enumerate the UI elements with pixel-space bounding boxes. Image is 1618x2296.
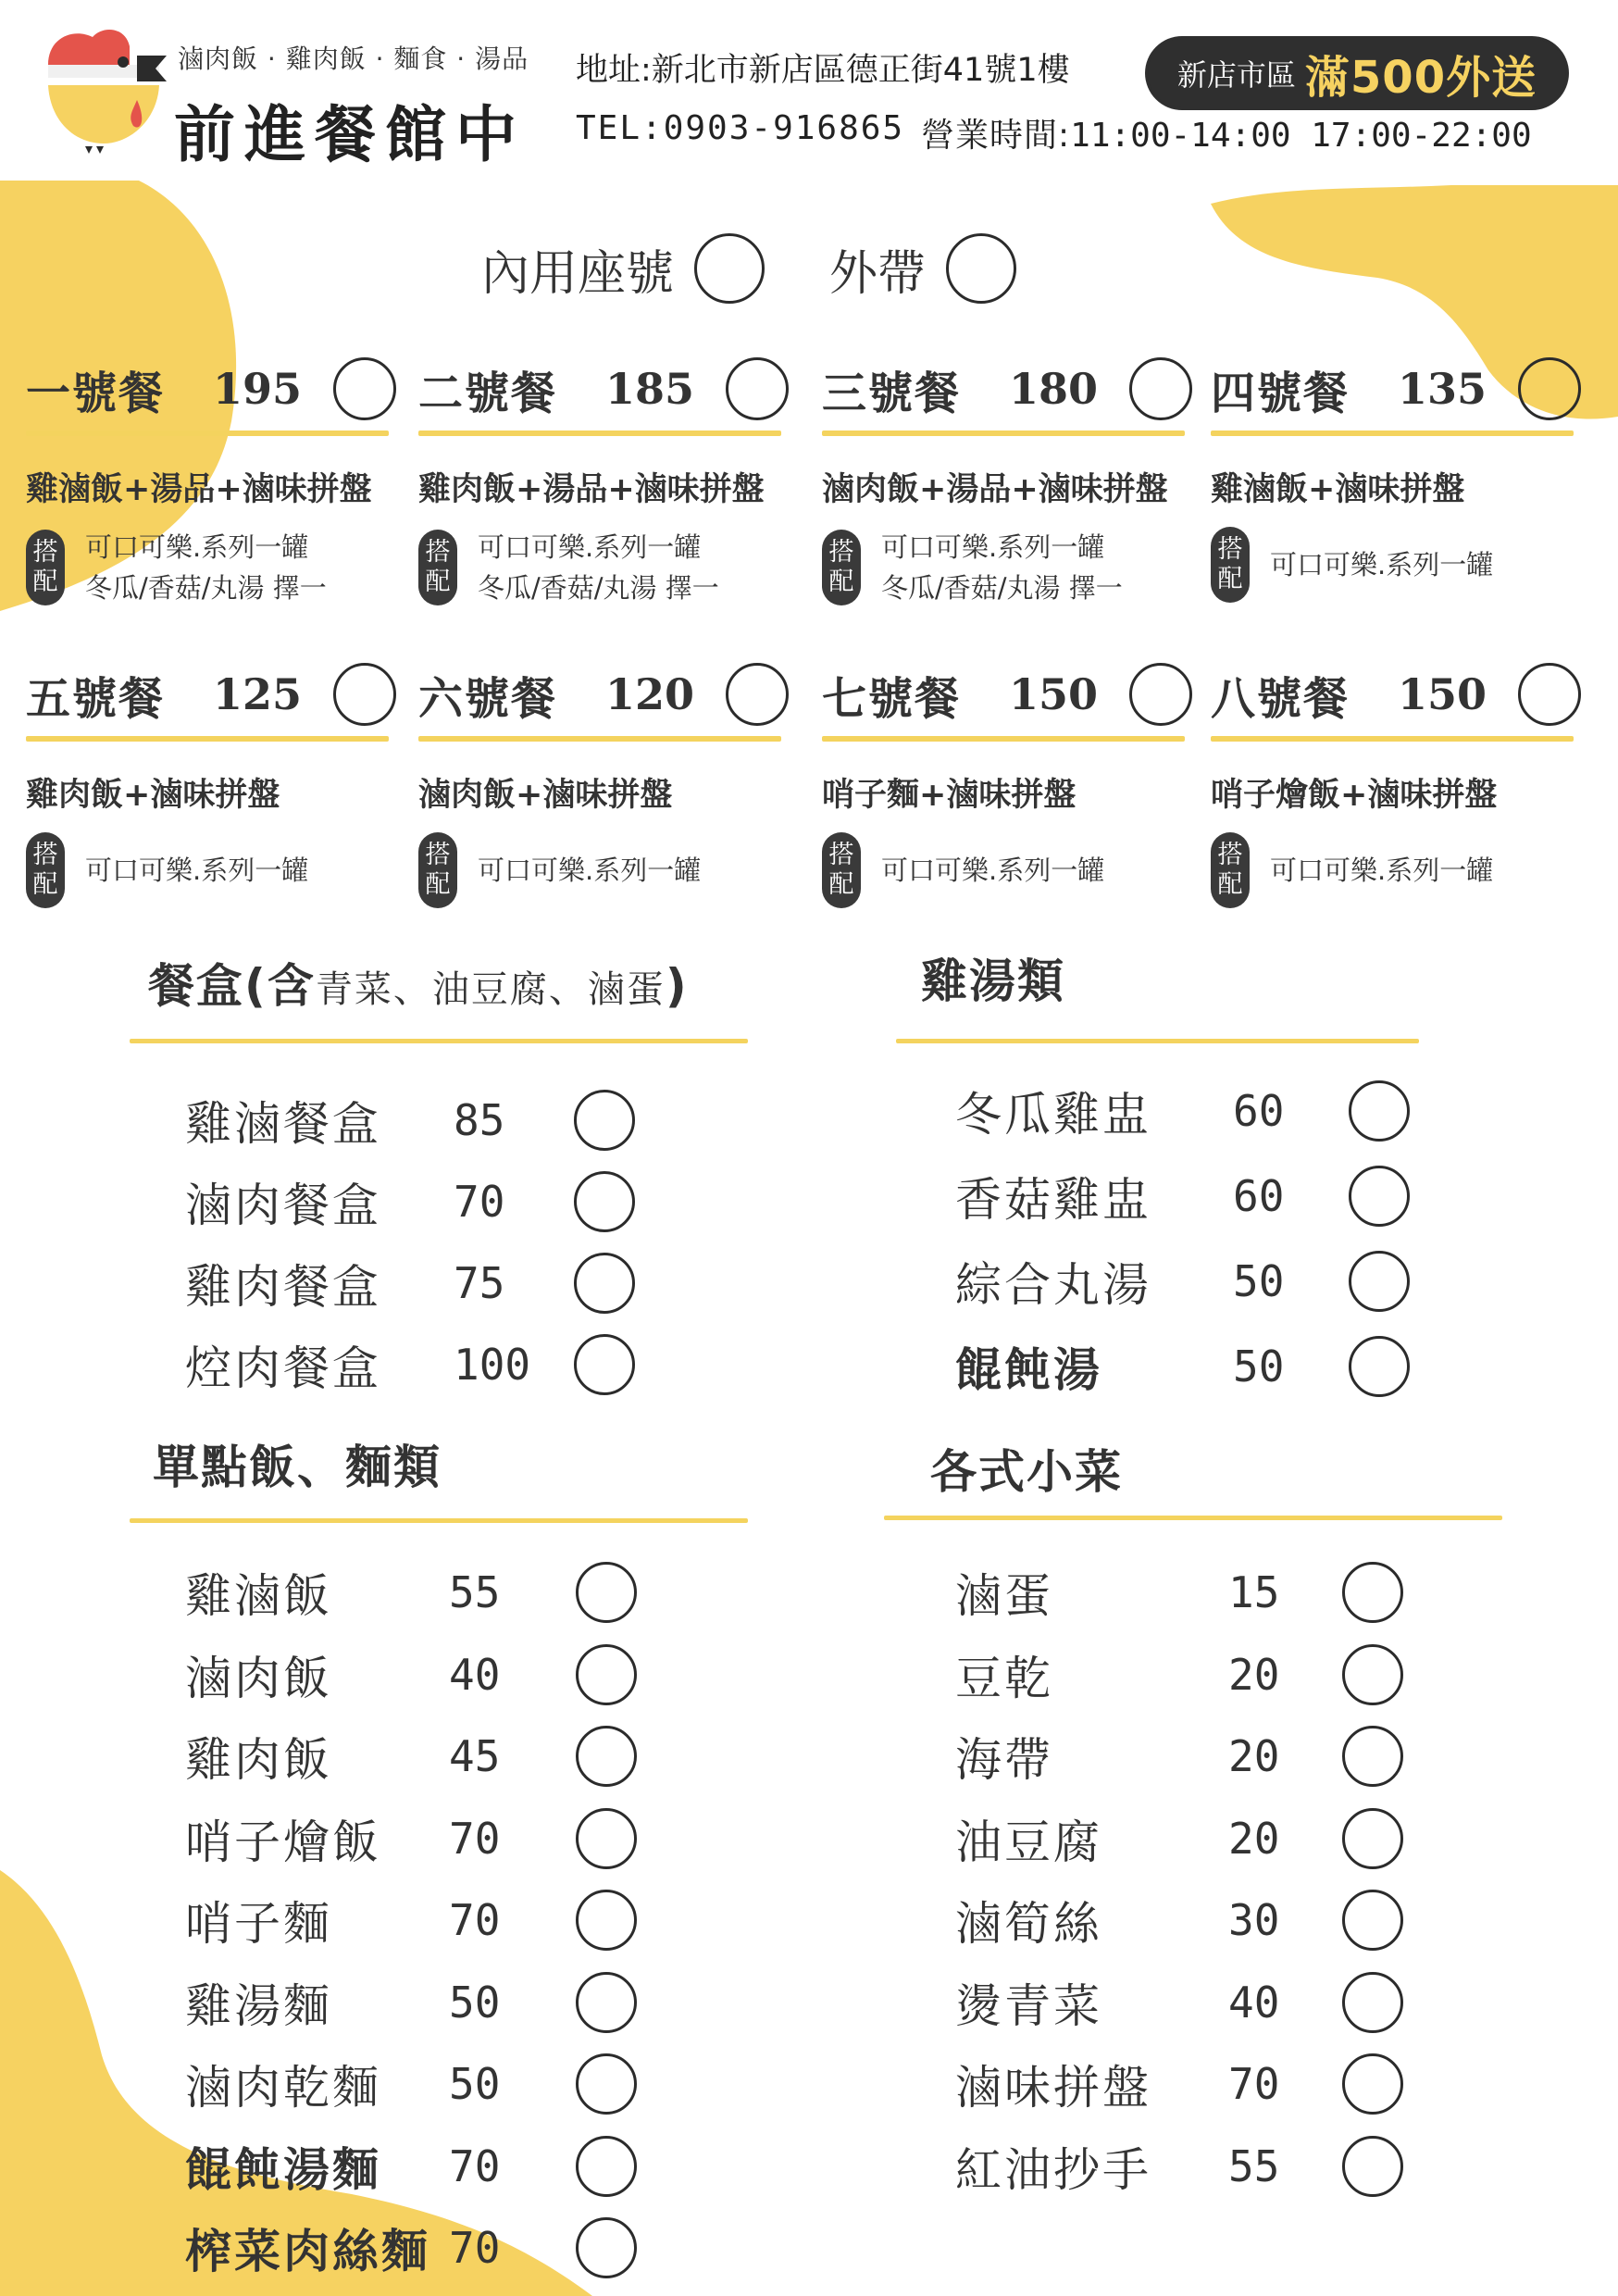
combo-description: 雞滷飯+滷味拼盤 [1211,471,1465,508]
menu-item [955,1555,1416,1629]
combo-sides [822,527,1192,608]
menu-item-name: 冬瓜雞盅 [955,1088,1151,1142]
menu-item-name: 滷筍絲 [955,1897,1102,1951]
menu-item-price: 50 [449,2059,501,2109]
menu-item-checkbox[interactable] [1349,1336,1410,1397]
menu-item-price: 55 [449,1567,501,1617]
menu-item-name: 綜合丸湯 [955,1258,1151,1312]
combo-side-line: 可口可樂.系列一罐 [1270,549,1494,580]
menu-item [955,1883,1416,1957]
menu-item-name: 雞滷餐盒 [185,1097,381,1151]
delivery-area: 新店市區 [1176,57,1296,93]
badge-char: 配 [1217,870,1243,899]
restaurant-name: 前進餐館中 [174,98,526,170]
combo-name: 八號餐 [1211,672,1350,725]
menu-item [185,1083,648,1157]
bento-title: 餐盒(含 [148,959,316,1013]
menu-item-checkbox[interactable] [576,2136,637,2197]
menu-item [185,1638,650,1712]
pairing-badge [26,832,65,908]
menu-item [955,1802,1416,1876]
menu-item [955,2047,1416,2121]
menu-item-price: 20 [1228,1649,1280,1700]
combo-description: 哨子麵+滷味拼盤 [822,777,1077,814]
combo-meal [26,662,396,908]
menu-item-price: 40 [449,1649,501,1700]
menu-item-name: 雞湯麵 [185,1978,332,2033]
pairing-badge [418,530,457,605]
menu-item [185,2129,650,2203]
combo-sides [1211,832,1581,908]
delivery-badge [1148,39,1566,107]
combo-price: 135 [1398,364,1487,414]
combo-sides [822,832,1192,908]
rice-noodles-rule [130,1518,748,1523]
hours-label: 營業時間: [921,117,1071,155]
menu-item-checkbox[interactable] [576,1808,637,1869]
takeout-checkbox[interactable] [946,233,1016,304]
combo-meal [1211,356,1581,603]
menu-item [955,1329,1423,1404]
menu-item-price: 60 [1233,1171,1285,1221]
bento-title-close: ) [665,959,689,1013]
combo-side-lines [478,850,701,891]
combo-price: 185 [605,364,695,414]
combo-description: 哨子燴飯+滷味拼盤 [1211,777,1498,814]
combo-select-checkbox[interactable] [333,663,396,726]
rice-noodles-section-title: 單點飯、麵類 [153,1441,442,1494]
menu-item [185,1802,650,1876]
menu-item-checkbox[interactable] [576,1562,637,1623]
menu-item [185,2211,650,2285]
combo-select-checkbox[interactable] [333,357,396,420]
combo-meal [418,662,789,908]
soup-section-title: 雞湯類 [921,955,1065,1008]
menu-item-price: 100 [454,1340,531,1390]
delivery-minimum: 滿500外送 [1304,51,1537,104]
menu-item-checkbox[interactable] [574,1090,635,1151]
menu-item [955,1159,1423,1233]
menu-item [955,1719,1416,1793]
menu-item-name: 哨子燴飯 [185,1815,381,1869]
pairing-badge [822,530,861,605]
menu-item-name: 豆乾 [955,1651,1053,1705]
combo-meal [1211,662,1581,908]
badge-char: 配 [32,870,58,899]
badge-char: 配 [1217,565,1243,593]
menu-item [185,1883,650,1957]
dine-in-checkbox[interactable] [694,233,765,304]
menu-item-price: 55 [1228,2140,1280,2191]
combo-name: 三號餐 [822,367,962,419]
badge-char: 配 [425,870,451,899]
menu-item [185,1328,648,1402]
menu-item-checkbox[interactable] [576,2217,637,2278]
dine-in-label: 內用座號 [481,245,675,302]
menu-item-name: 滷味拼盤 [955,2061,1151,2115]
combo-select-checkbox[interactable] [1518,663,1581,726]
combo-side-line: 冬瓜/香菇/丸湯 擇一 [881,572,1123,604]
menu-item-price: 15 [1228,1567,1280,1617]
menu-item-price: 45 [449,1731,501,1781]
pairing-badge [418,832,457,908]
menu-item-name: 餛飩湯 [955,1343,1102,1397]
combo-meal [822,662,1192,908]
menu-item-checkbox[interactable] [1342,1808,1403,1869]
menu-item-price: 20 [1228,1731,1280,1781]
combo-side-lines [881,527,1123,608]
menu-item-price: 70 [449,2223,501,2273]
combo-side-lines [478,527,719,608]
bento-section-title [148,949,689,1016]
combo-select-checkbox[interactable] [1129,663,1192,726]
combo-name: 二號餐 [418,367,558,419]
menu-item-name: 滷肉乾麵 [185,2061,381,2115]
menu-item-name: 雞肉飯 [185,1733,332,1787]
menu-item [185,1165,648,1239]
pairing-badge [1211,832,1250,908]
combo-meal [418,356,789,608]
pairing-badge [1211,527,1250,603]
bento-includes: 青菜、油豆腐、滷蛋 [315,968,666,1011]
menu-item-checkbox[interactable] [1349,1080,1410,1142]
badge-char: 搭 [1217,535,1243,564]
menu-item-name: 滷蛋 [955,1569,1053,1623]
menu-item [185,1719,650,1793]
combo-select-checkbox[interactable] [1518,357,1581,420]
combo-rule [26,736,389,742]
combo-price: 150 [1398,669,1487,719]
combo-select-checkbox[interactable] [1129,357,1192,420]
combo-side-lines [881,850,1104,891]
menu-item-name: 雞滷飯 [185,1569,332,1623]
business-hours [921,109,1532,156]
badge-char: 配 [828,870,854,899]
combo-side-line: 可口可樂.系列一罐 [85,531,309,563]
menu-item-checkbox[interactable] [576,1644,637,1705]
menu-item-checkbox[interactable] [1342,2136,1403,2197]
menu-item-name: 哨子麵 [185,1897,332,1951]
badge-char: 搭 [425,538,451,567]
combo-rule [418,430,781,436]
combo-side-line: 可口可樂.系列一罐 [881,531,1105,563]
badge-char: 搭 [828,841,854,869]
menu-item-name: 餛飩湯麵 [185,2142,381,2197]
menu-item-checkbox[interactable] [1342,1562,1403,1623]
combo-sides [418,832,789,908]
bento-rule [130,1039,748,1043]
menu-item-name: 香菇雞盅 [955,1173,1151,1227]
menu-item [955,1074,1423,1148]
combo-side-lines [1270,850,1493,891]
combo-sides [1211,527,1581,603]
combo-meal [822,356,1192,608]
combo-description: 雞肉飯+湯品+滷味拼盤 [418,471,765,508]
combo-price: 150 [1009,669,1099,719]
sides-rule [884,1516,1502,1520]
menu-item-checkbox[interactable] [574,1334,635,1395]
combo-select-checkbox[interactable] [726,663,789,726]
menu-item [185,2047,650,2121]
menu-item [955,1244,1423,1318]
combo-name: 五號餐 [26,672,166,725]
menu-item-price: 50 [449,1977,501,2028]
combo-side-line: 可口可樂.系列一罐 [881,855,1105,886]
combo-rule [822,736,1185,742]
menu-item-price: 85 [454,1095,505,1145]
menu-item-name: 焢肉餐盒 [185,1341,381,1395]
tagline: 滷肉飯 · 雞肉飯 · 麵食 · 湯品 [178,44,529,74]
menu-item-checkbox[interactable] [1349,1251,1410,1312]
combo-rule [1211,736,1574,742]
menu-item-price: 50 [1233,1341,1285,1391]
combo-select-checkbox[interactable] [726,357,789,420]
combo-name: 六號餐 [418,672,558,725]
combo-side-lines [85,850,308,891]
pairing-badge [822,832,861,908]
badge-char: 搭 [1217,841,1243,869]
menu-item-name: 榨菜肉絲麵 [185,2225,430,2278]
combo-description: 雞肉飯+滷味拼盤 [26,777,280,814]
combo-sides [26,832,396,908]
menu-item-checkbox[interactable] [574,1253,635,1314]
combo-side-lines [85,527,327,608]
combo-side-lines [1270,544,1493,585]
menu-item-checkbox[interactable] [576,2053,637,2115]
menu-item-name: 燙青菜 [955,1978,1102,2033]
combo-price: 195 [213,364,303,414]
badge-char: 搭 [828,538,854,567]
menu-item-price: 20 [1228,1813,1280,1864]
badge-char: 配 [32,568,58,596]
menu-item-price: 70 [449,2140,501,2191]
combo-sides [26,527,396,608]
menu-item-checkbox[interactable] [574,1171,635,1232]
menu-item [955,2129,1416,2203]
combo-name: 七號餐 [822,672,962,725]
soup-rule [896,1039,1419,1043]
menu-item-name: 油豆腐 [955,1815,1102,1869]
combo-rule [822,430,1185,436]
menu-item-price: 70 [454,1177,505,1227]
combo-side-line: 冬瓜/香菇/丸湯 擇一 [85,572,327,604]
hours-value: 11:00-14:00 17:00-22:00 [1070,117,1532,155]
badge-char: 配 [425,568,451,596]
menu-item-name: 滷肉餐盒 [185,1179,381,1232]
menu-item-price: 30 [1228,1895,1280,1945]
combo-name: 一號餐 [26,367,166,419]
menu-item-price: 75 [454,1258,505,1308]
menu-item-name: 紅油抄手 [955,2142,1151,2197]
combo-description: 滷肉飯+湯品+滷味拼盤 [822,471,1168,508]
menu-item [185,1246,648,1320]
menu-item-price: 70 [449,1895,501,1945]
badge-char: 搭 [32,538,58,567]
menu-item-checkbox[interactable] [1342,1972,1403,2033]
badge-char: 搭 [32,841,58,869]
combo-side-line: 可口可樂.系列一罐 [85,855,309,886]
rooster-logo [37,28,176,157]
combo-side-line: 可口可樂.系列一罐 [478,855,702,886]
menu-item [955,1638,1416,1712]
combo-rule [418,736,781,742]
pairing-badge [26,530,65,605]
menu-item-name: 海帶 [955,1733,1053,1787]
combo-side-line: 可口可樂.系列一罐 [478,531,702,563]
combo-rule [26,430,389,436]
combo-description: 雞滷飯+湯品+滷味拼盤 [26,471,372,508]
combo-price: 180 [1009,364,1099,414]
combo-rule [1211,430,1574,436]
menu-item-checkbox[interactable] [1342,1726,1403,1787]
menu-item [955,1965,1416,2040]
menu-item-name: 滷肉飯 [185,1651,332,1705]
takeout-label: 外帶 [829,245,927,302]
menu-item-checkbox[interactable] [576,1972,637,2033]
combo-price: 120 [605,669,695,719]
menu-item-price: 60 [1233,1086,1285,1136]
combo-meal [26,356,396,608]
menu-item [185,1965,650,2040]
menu-item-name: 雞肉餐盒 [185,1260,381,1314]
order-type-row [481,231,1016,306]
combo-name: 四號餐 [1211,367,1350,419]
combo-side-line: 冬瓜/香菇/丸湯 擇一 [478,572,719,604]
menu-item-checkbox[interactable] [1342,1644,1403,1705]
menu-item [185,1555,650,1629]
telephone: TEL:0903-916865 [576,109,905,147]
combo-side-line: 可口可樂.系列一罐 [1270,855,1494,886]
menu-item-price: 40 [1228,1977,1280,2028]
badge-char: 搭 [425,841,451,869]
menu-item-checkbox[interactable] [1342,2053,1403,2115]
menu-item-checkbox[interactable] [576,1726,637,1787]
menu-item-price: 70 [1228,2059,1280,2109]
combo-sides [418,527,789,608]
menu-item-price: 70 [449,1813,501,1864]
badge-char: 配 [828,568,854,596]
menu-item-checkbox[interactable] [1349,1166,1410,1227]
menu-item-checkbox[interactable] [1342,1890,1403,1951]
address: 地址:新北市新店區德正街41號1樓 [576,52,1070,89]
combo-price: 125 [213,669,303,719]
menu-item-checkbox[interactable] [576,1890,637,1951]
menu-item-price: 50 [1233,1256,1285,1306]
combo-description: 滷肉飯+滷味拼盤 [418,777,673,814]
sides-section-title: 各式小菜 [930,1445,1123,1499]
